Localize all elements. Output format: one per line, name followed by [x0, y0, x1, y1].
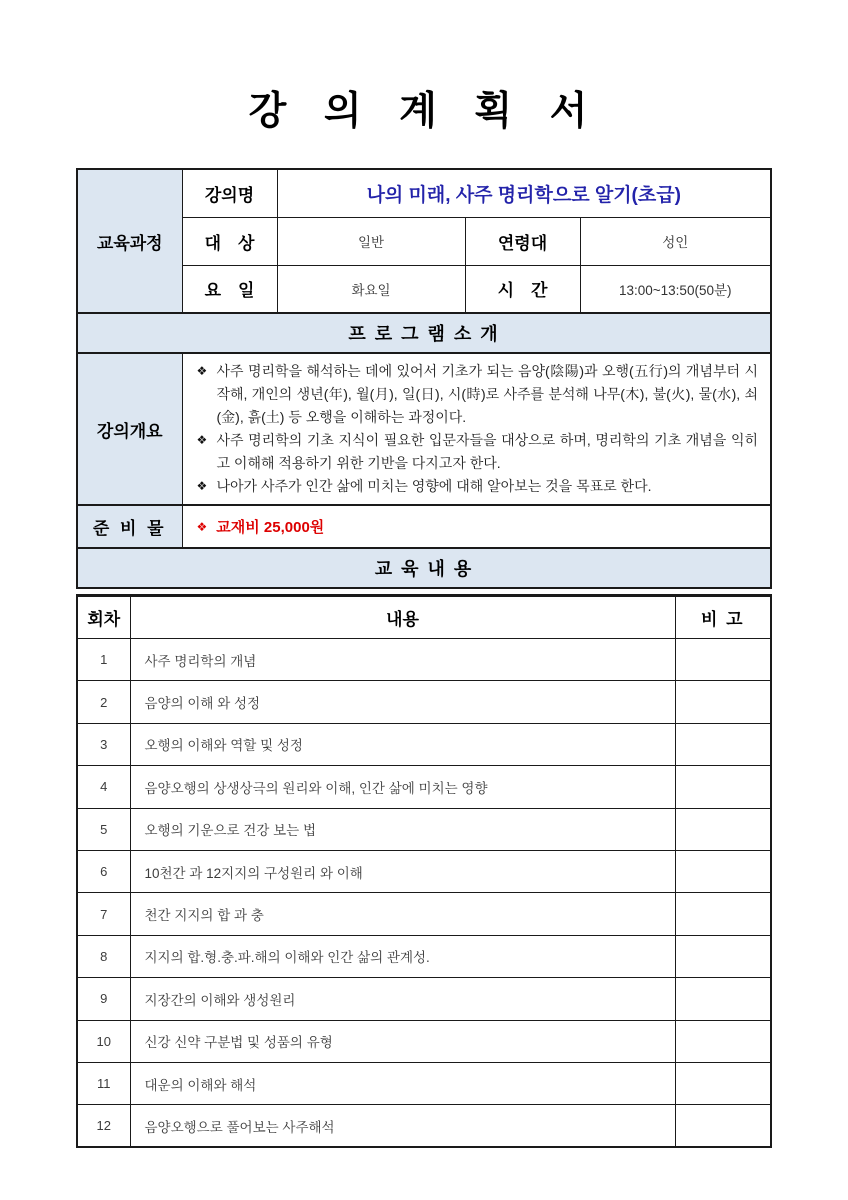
session-content: 오행의 기운으로 건강 보는 법: [130, 808, 675, 850]
overview-label: 강의개요: [77, 353, 182, 505]
table-row: [77, 978, 771, 1020]
table-row: [77, 893, 771, 935]
session-content: 대운의 이해와 해석: [130, 1062, 675, 1104]
materials-value: [182, 505, 771, 548]
session-note: [675, 850, 771, 892]
materials-label: 준 비 물: [77, 505, 182, 548]
column-header-content: 내용: [130, 596, 675, 639]
session-note: [675, 808, 771, 850]
session-number: 12: [77, 1105, 130, 1147]
overview-bullet: ❖ 사주 명리학을 해석하는 데에 있어서 기초가 되는 음양(陰陽)과 오행(五行)의 개념부터 시작해, 개인의 생년(年), 월(月), 일(日), 시(時)로 사주를 분석해 나무(木), 불(火), 물(水), 쇠(金), 흙(土) 등 오행을 이해하는 과정이다.: [197, 360, 759, 429]
table-row: [77, 850, 771, 892]
materials-fee-text: 교재비 25,000원: [216, 519, 325, 536]
age-label: 연령대: [465, 217, 580, 265]
session-note: [675, 978, 771, 1020]
session-content: 음양오행으로 풀어보는 사주해석: [130, 1105, 675, 1147]
day-value: 화요일: [277, 265, 465, 313]
time-label: 시 간: [465, 265, 580, 313]
age-value: 성인: [580, 217, 771, 265]
session-number: 9: [77, 978, 130, 1020]
course-info-table: [76, 168, 772, 589]
session-content: 지지의 합.형.충.파.해의 이해와 인간 삶의 관계성.: [130, 935, 675, 977]
session-content: 신강 신약 구분법 및 성품의 유형: [130, 1020, 675, 1062]
program-intro-header: 프 로 그 램 소 개: [77, 313, 771, 353]
session-content: 오행의 이해와 역할 및 성정: [130, 723, 675, 765]
lecture-name-label: 강의명: [182, 169, 277, 217]
session-number: 3: [77, 723, 130, 765]
curriculum-table: [76, 594, 772, 1148]
session-content: 지장간의 이해와 생성원리: [130, 978, 675, 1020]
session-number: 8: [77, 935, 130, 977]
session-number: 1: [77, 639, 130, 681]
session-note: [675, 1020, 771, 1062]
page-title: 강 의 계 획 서: [248, 88, 600, 134]
session-content: 사주 명리학의 개념: [130, 639, 675, 681]
session-note: [675, 639, 771, 681]
column-header-session: 회차: [77, 596, 130, 639]
session-number: 7: [77, 893, 130, 935]
diamond-bullet-icon: ❖: [196, 364, 208, 378]
session-note: [675, 681, 771, 723]
curriculum-header: 교 육 내 용: [77, 548, 771, 588]
diamond-bullet-icon: ❖: [196, 479, 208, 493]
session-content: 천간 지지의 합 과 충: [130, 893, 675, 935]
session-number: 6: [77, 850, 130, 892]
table-row: [77, 935, 771, 977]
table-row: [77, 639, 771, 681]
session-number: 11: [77, 1062, 130, 1104]
target-label: 대 상: [182, 217, 277, 265]
time-value: 13:00~13:50(50분): [580, 265, 771, 313]
course-section-label: 교육과정: [77, 169, 182, 313]
session-note: [675, 766, 771, 808]
session-note: [675, 893, 771, 935]
table-row: [77, 1105, 771, 1147]
session-note: [675, 1105, 771, 1147]
session-number: 10: [77, 1020, 130, 1062]
session-note: [675, 1062, 771, 1104]
overview-text: [182, 353, 771, 505]
table-row: [77, 681, 771, 723]
diamond-bullet-icon: ❖: [196, 433, 208, 447]
session-note: [675, 935, 771, 977]
day-label: 요 일: [182, 265, 277, 313]
overview-bullet: ❖ 나아가 사주가 인간 삶에 미치는 영향에 대해 알아보는 것을 목표로 한다.: [197, 475, 759, 498]
table-row: [77, 808, 771, 850]
table-row: [77, 1062, 771, 1104]
column-header-note: 비 고: [675, 596, 771, 639]
session-content: 10천간 과 12지지의 구성원리 와 이해: [130, 850, 675, 892]
session-content: 음양의 이해 와 성정: [130, 681, 675, 723]
table-row: [77, 766, 771, 808]
session-number: 2: [77, 681, 130, 723]
overview-bullet: ❖ 사주 명리학의 기초 지식이 필요한 입문자들을 대상으로 하며, 명리학의 기초 개념을 익히고 이해해 적용하기 위한 기반을 다지고자 한다.: [197, 429, 759, 475]
table-row: [77, 1020, 771, 1062]
session-content: 음양오행의 상생상극의 원리와 이해, 인간 삶에 미치는 영향: [130, 766, 675, 808]
table-row: [77, 723, 771, 765]
session-number: 4: [77, 766, 130, 808]
target-value: 일반: [277, 217, 465, 265]
session-number: 5: [77, 808, 130, 850]
diamond-bullet-icon: ❖: [196, 519, 208, 534]
session-note: [675, 723, 771, 765]
lecture-name-value: 나의 미래, 사주 명리학으로 알기(초급): [277, 169, 771, 217]
